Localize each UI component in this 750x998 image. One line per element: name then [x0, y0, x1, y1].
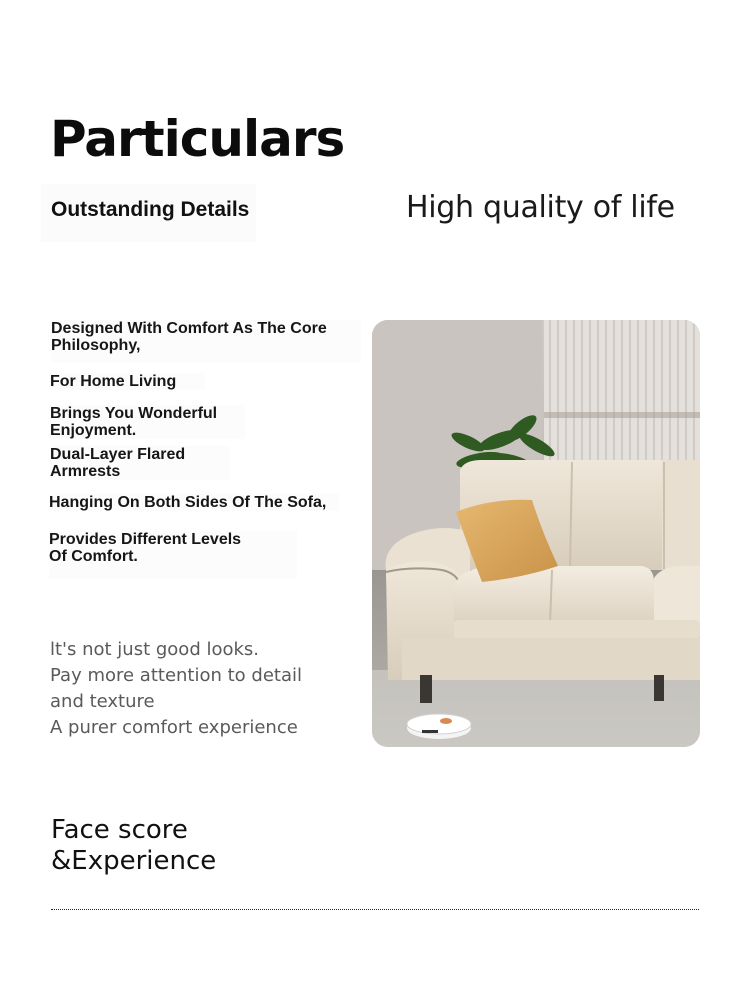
feature-text-line: Enjoyment.	[50, 422, 137, 439]
feature-home-living	[50, 373, 205, 390]
feature-text-line: Of Comfort.	[49, 548, 138, 565]
dotted-divider	[51, 909, 699, 910]
description-line: and texture	[50, 691, 155, 712]
feature-text-line: Hanging On Both Sides Of The Sofa,	[49, 494, 327, 511]
feature-enjoyment	[50, 405, 245, 439]
footer-heading-line: &Experience	[51, 846, 217, 876]
page-title: Particulars	[50, 110, 345, 168]
feature-text-line: Armrests	[50, 463, 121, 480]
feature-text-line: Brings You Wonderful	[50, 405, 218, 422]
feature-text-line: Provides Different Levels	[49, 531, 242, 548]
description-line: lt's not just good looks.	[50, 639, 260, 660]
description-line: Pay more attention to detail	[50, 665, 303, 686]
feature-text-line: Dual-Layer Flared	[50, 446, 186, 463]
feature-text-line: For Home Living	[50, 373, 177, 390]
section-subtitle-quality: High quality of life	[406, 190, 675, 225]
footer-heading	[51, 815, 216, 877]
feature-text-line: Philosophy,	[51, 337, 141, 354]
feature-comfort-levels	[49, 531, 297, 579]
description-line: A purer comfort experience	[50, 717, 298, 738]
section-subtitle-details: Outstanding Details	[41, 184, 256, 242]
product-description	[50, 637, 302, 741]
feature-flared-armrests	[50, 446, 230, 480]
feature-text-line: Designed With Comfort As The Core	[51, 320, 327, 337]
sofa-product-photo	[372, 320, 700, 747]
feature-comfort-philosophy	[51, 320, 361, 362]
footer-heading-line: Face score	[51, 815, 188, 845]
feature-hanging-sides	[49, 494, 339, 511]
